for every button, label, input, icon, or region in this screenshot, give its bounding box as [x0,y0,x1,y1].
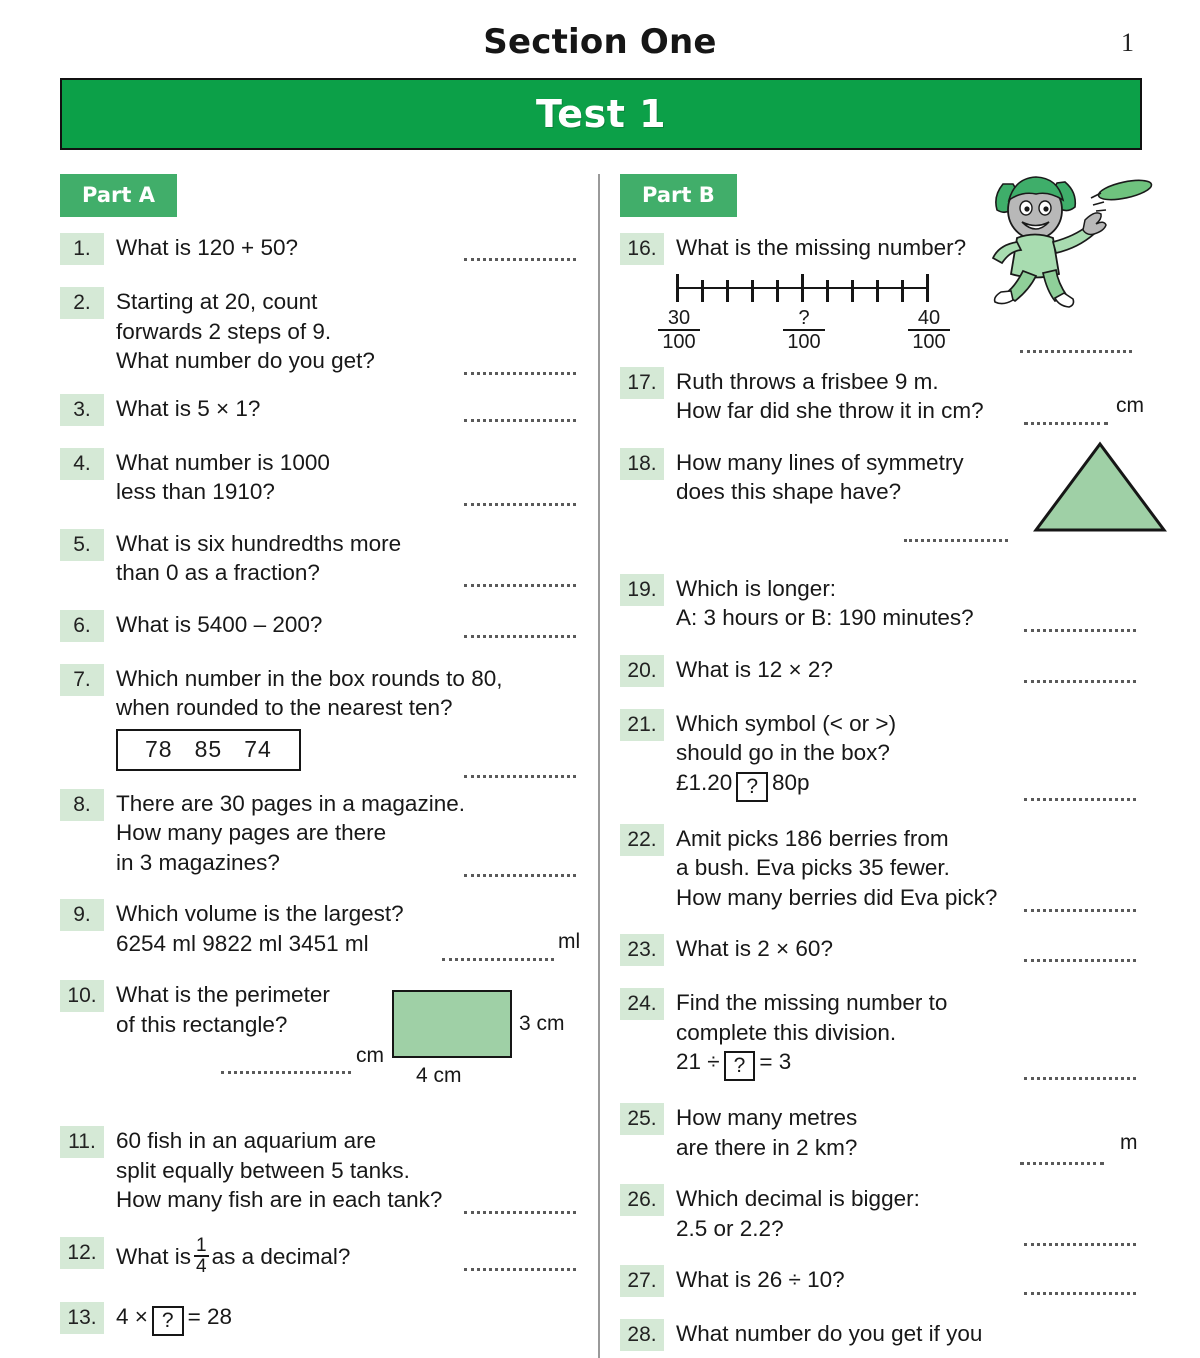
question-number: 12. [60,1237,104,1269]
question-27 [620,1265,1150,1297]
question-4 [60,448,588,507]
question-number: 19. [620,574,664,606]
answer-line[interactable] [1024,789,1136,801]
question-17 [620,367,1150,426]
page-title: Section One [483,22,717,62]
question-text: What is 5400 – 200? [116,611,323,637]
question-5 [60,529,588,588]
number-line-tick [901,280,904,302]
question-text-line: How far did she throw it in cm? [676,398,984,423]
question-3 [60,394,588,426]
question-6 [60,610,588,642]
number-line-tick [876,280,879,302]
question-suffix: as a decimal? [211,1243,351,1269]
question-text-line: split equally between 5 tanks. [116,1157,410,1183]
question-12 [60,1234,588,1279]
question-text-line: does this shape have? [676,479,902,504]
question-number: 22. [620,824,664,856]
part-a-column [60,174,588,1340]
answer-line[interactable] [464,1202,576,1214]
question-2 [60,287,588,376]
page-number: 1 [1121,28,1134,57]
equation-right: = 28 [187,1304,233,1330]
question-text [116,1234,588,1279]
question-number: 23. [620,934,664,966]
question-number: 7. [60,664,104,696]
number-line-tick [851,280,854,302]
answer-line[interactable] [464,494,576,506]
question-text-line: Find the missing number to [676,990,948,1015]
question-number: 3. [60,394,104,426]
fraction-one-quarter [194,1236,209,1278]
question-number: 24. [620,988,664,1020]
number-line-label-end [908,307,950,354]
question-16 [620,233,1150,361]
question-number: 1. [60,233,104,265]
question-7 [60,664,588,771]
number-choice-box [116,729,301,771]
fraction-numerator: ? [798,306,810,329]
question-text-line: What is six hundredths more [116,530,402,556]
fraction-numerator: 1 [196,1234,207,1256]
question-11 [60,1126,588,1215]
question-text-line: There are 30 pages in a magazine. [116,790,465,816]
question-number: 10. [60,980,104,1012]
question-text: What is 5 × 1? [116,395,261,421]
question-1 [60,233,588,265]
rectangle-width-label: 4 cm [416,1064,462,1087]
number-line-tick [751,280,754,302]
fraction-denominator: 100 [783,329,825,353]
question-text-line: 6254 ml 9822 ml 3451 ml [116,930,369,956]
equation-left: 21 ÷ [676,1049,720,1074]
question-text: What is 2 × 60? [676,936,833,961]
test-banner-label: Test 1 [535,92,667,136]
question-24 [620,988,1150,1081]
question-text-line: Starting at 20, count [116,289,318,314]
number-option[interactable]: 85 [194,735,223,762]
answer-line[interactable] [1024,950,1136,962]
test-banner [60,78,1142,150]
question-8 [60,789,588,878]
question-text-line: than 0 as a fraction? [116,560,320,585]
question-text-line: How many lines of symmetry [676,449,964,475]
question-text-line: How many fish are in each tank? [116,1187,443,1212]
answer-unit: ml [558,930,581,953]
question-text-line: Ruth throws a frisbee 9 m. [676,368,939,394]
answer-line[interactable] [464,575,576,587]
question-26 [620,1184,1150,1243]
question-21 [620,709,1150,802]
answer-line[interactable] [1024,900,1136,912]
question-text: What is the missing number? [676,235,967,260]
number-line-tick [826,280,829,302]
question-text-line: What number is 1000 [116,449,330,475]
question-text-line: 2.5 or 2.2? [676,1215,784,1241]
question-number: 9. [60,899,104,931]
question-text-line: in 3 magazines? [116,849,280,875]
missing-symbol-box[interactable]: ? [736,772,768,802]
number-option[interactable]: 74 [244,735,272,762]
question-text-line: How many metres [676,1105,858,1130]
question-text-line: What number do you get? [116,348,375,373]
question-number: 13. [60,1302,104,1334]
question-text-line: Which decimal is bigger: [676,1186,920,1211]
question-number: 16. [620,233,664,265]
question-text-line: A: 3 hours or B: 190 minutes? [676,605,974,630]
question-22 [620,824,1150,913]
fraction-numerator: 40 [917,306,941,329]
equation-right: = 3 [759,1049,792,1074]
question-text-line: when rounded to the nearest ten? [116,695,453,720]
answer-line[interactable] [464,363,576,375]
question-19 [620,574,1150,633]
question-text-line: of this rectangle? [116,1011,288,1037]
answer-line[interactable] [464,766,576,778]
answer-line[interactable] [1024,671,1136,683]
fraction-numerator: 30 [667,306,691,329]
answer-line[interactable] [464,865,576,877]
question-text-line: 60 fish in an aquarium are [116,1128,377,1153]
question-20 [620,655,1150,687]
column-divider [598,174,600,1358]
question-number: 18. [620,448,664,480]
question-prefix: What is [116,1243,192,1269]
question-equation [116,1302,588,1336]
question-23 [620,934,1150,966]
question-text-line: a bush. Eva picks 35 fewer. [676,855,950,880]
answer-line[interactable] [1024,620,1136,632]
question-text-line: Which is longer: [676,575,837,601]
question-text-line: How many pages are there [116,820,387,845]
page-header [0,22,1200,68]
part-b-column [620,174,1150,1355]
number-line-tick [776,280,779,302]
question-text-line: Amit picks 186 berries from [676,825,949,851]
answer-line[interactable] [221,1062,351,1074]
answer-line[interactable] [1024,1283,1136,1295]
fraction-denominator: 4 [196,1256,207,1278]
question-25 [620,1103,1150,1162]
number-line-label-start [658,307,700,354]
answer-line[interactable] [464,410,576,422]
question-text-line: Which symbol (< or >) [676,710,897,736]
answer-line[interactable] [1024,413,1108,425]
question-10 [60,980,588,1102]
question-text: What is 120 + 50? [116,235,298,260]
part-a-badge: Part A [60,174,177,217]
question-number: 4. [60,448,104,480]
question-9 [60,899,588,958]
missing-number-box[interactable]: ? [724,1051,756,1081]
question-text: What number do you get if you [676,1321,983,1346]
answer-line[interactable] [1024,1068,1136,1080]
question-text-line: Which volume is the largest? [116,901,404,926]
question-13 [60,1302,588,1336]
number-line-label-missing [783,307,825,354]
question-text-line: less than 1910? [116,479,275,504]
question-number: 6. [60,610,104,642]
question-text-line: What is the perimeter [116,982,330,1007]
triangle-shape [1032,440,1168,539]
number-line-tick [726,280,729,302]
answer-unit: m [1120,1131,1138,1154]
question-number: 11. [60,1126,104,1158]
answer-line[interactable] [442,949,554,961]
question-text-line: are there in 2 km? [676,1134,858,1160]
question-number: 28. [620,1319,664,1351]
question-number: 20. [620,655,664,687]
question-text-line: complete this division. [676,1019,897,1045]
number-line-tick [926,274,929,302]
equation-left: £1.20 [676,769,733,795]
question-number: 25. [620,1103,664,1135]
question-text-line: How many berries did Eva pick? [676,884,998,910]
question-number: 21. [620,709,664,741]
answer-line[interactable] [1024,1234,1136,1246]
answer-line[interactable] [1020,341,1132,353]
part-b-badge: Part B [620,174,737,217]
answer-line[interactable] [904,530,1008,542]
fraction-denominator: 100 [658,329,700,353]
fraction-denominator: 100 [908,329,950,353]
question-text-line: forwards 2 steps of 9. [116,318,332,344]
question-text-line: Which number in the box rounds to 80, [116,665,503,691]
answer-line[interactable] [464,249,576,261]
answer-unit: cm [356,1044,384,1067]
question-number: 8. [60,789,104,821]
rectangle-height-label: 3 cm [519,1012,565,1035]
question-number: 26. [620,1184,664,1216]
answer-unit: cm [1116,393,1144,417]
rectangle-shape [392,990,512,1058]
answer-line[interactable] [464,626,576,638]
question-28 [620,1319,1150,1351]
question-text: What is 12 × 2? [676,656,833,682]
number-line-tick [701,280,704,302]
question-number: 2. [60,287,104,319]
question-number: 27. [620,1265,664,1297]
number-line-tick [801,274,804,302]
number-option[interactable]: 78 [145,735,173,762]
answer-line[interactable] [464,1259,576,1271]
question-number: 17. [620,367,664,399]
equation-right: 80p [772,769,810,795]
question-text: What is 26 ÷ 10? [676,1267,845,1292]
equation-left: 4 × [116,1304,148,1330]
missing-number-box[interactable]: ? [152,1306,184,1336]
number-line-tick [676,274,679,302]
question-18 [620,448,1150,552]
answer-line[interactable] [1020,1153,1104,1165]
question-text-line: should go in the box? [676,740,890,765]
question-number: 5. [60,529,104,561]
